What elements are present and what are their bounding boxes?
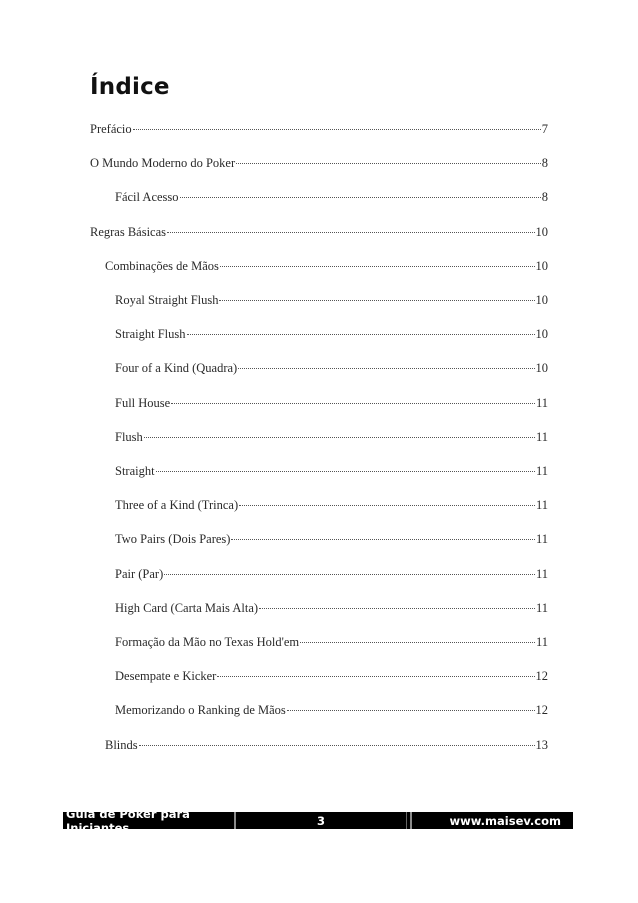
toc-entry-label: Royal Straight Flush [115,293,219,307]
toc-dot-leader [167,231,534,233]
toc-entry-page: 10 [535,293,548,307]
toc-entry-page: 12 [535,703,548,718]
toc-entry[interactable] [115,327,548,345]
toc-entry[interactable] [115,430,548,448]
footer-url[interactable]: www.maisev.com [449,813,561,828]
toc-entry-page: 10 [535,361,548,376]
toc-entry-label: Combinações de Mãos [105,258,219,273]
toc-entry-label: Pair (Par) [115,566,164,581]
toc-entry[interactable] [115,190,548,208]
toc-dot-leader [180,196,541,198]
toc-entry[interactable] [90,225,548,243]
toc-entry-page: 11 [535,600,548,615]
toc-dot-leader [139,744,535,746]
toc-dot-leader [287,709,535,711]
toc-entry-page: 13 [535,737,548,752]
toc-dot-leader [238,367,534,369]
toc-entry-label: Desempate e Kicker [115,669,217,684]
toc-entry-page: 8 [541,156,548,171]
toc-entry[interactable] [115,498,548,516]
toc-entry-page: 11 [535,566,548,581]
footer-page-number: 3 [316,813,325,828]
toc-entry-label: Two Pairs (Dois Pares) [115,532,231,547]
toc-entry[interactable] [105,259,548,277]
toc-entry-label: Formação da Mão no Texas Hold'em [115,635,300,649]
toc-entry-page: 11 [535,429,548,444]
toc-entry-label: Memorizando o Ranking de Mãos [115,703,286,718]
toc-entry-page: 11 [535,635,548,649]
toc-entry-label: Three of a Kind (Trinca) [115,498,239,513]
toc-entry-page: 11 [535,532,548,547]
toc-entry-page: 8 [541,190,548,205]
toc-dot-leader [259,607,535,609]
toc-dot-leader [219,299,534,301]
toc-dot-leader [239,504,535,506]
toc-entry[interactable] [115,361,548,379]
toc-entry-label: Regras Básicas [90,224,167,239]
toc-dot-leader [187,333,535,335]
toc-entry[interactable] [115,532,548,550]
toc-entry-label: Prefácio [90,122,132,136]
toc-entry-page: 10 [535,327,548,342]
toc-entry-label: Full House [115,395,171,410]
toc-entry[interactable] [115,703,548,721]
toc-entry-label: Flush [115,429,143,444]
toc-entry[interactable] [105,738,548,756]
toc-entry-label: Straight Flush [115,327,186,342]
toc-entry-label: O Mundo Moderno do Poker [90,156,236,171]
toc-entry[interactable] [115,601,548,619]
footer-divider [406,812,407,829]
toc-dot-leader [156,470,535,472]
toc-entry-page: 11 [535,498,548,513]
toc-entry[interactable] [90,156,548,174]
toc-entry-page: 10 [535,258,548,273]
toc-entry[interactable] [115,567,548,585]
toc-dot-leader [236,162,541,164]
toc-entry-page: 10 [535,224,548,239]
toc-dot-leader [133,128,541,130]
toc-entry-page: 11 [535,395,548,410]
toc-entry[interactable] [115,669,548,687]
toc-entry-page: 7 [541,122,548,136]
toc-entry-label: High Card (Carta Mais Alta) [115,600,259,615]
toc-dot-leader [171,402,535,404]
toc-entry-page: 12 [535,669,548,684]
toc-entry[interactable] [115,635,548,653]
toc-entry[interactable] [115,293,548,311]
toc-entry-label: Straight [115,464,155,478]
toc-dot-leader [220,265,535,267]
toc-entry[interactable] [115,464,548,482]
footer-book-title: Guia de Poker para Iniciantes [66,806,190,835]
toc-dot-leader [144,436,535,438]
toc-entry[interactable] [90,122,548,140]
toc-dot-leader [164,573,535,575]
toc-entry-page: 11 [535,464,548,478]
toc-entry-label: Blinds [105,737,138,752]
toc-entry-label: Fácil Acesso [115,190,179,205]
toc-entry[interactable] [115,396,548,414]
toc-dot-leader [300,641,535,643]
toc-dot-leader [217,675,534,677]
page-title: Índice [90,74,170,100]
toc-dot-leader [231,538,535,540]
page-footer [63,806,573,835]
toc-entry-label: Four of a Kind (Quadra) [115,361,238,376]
